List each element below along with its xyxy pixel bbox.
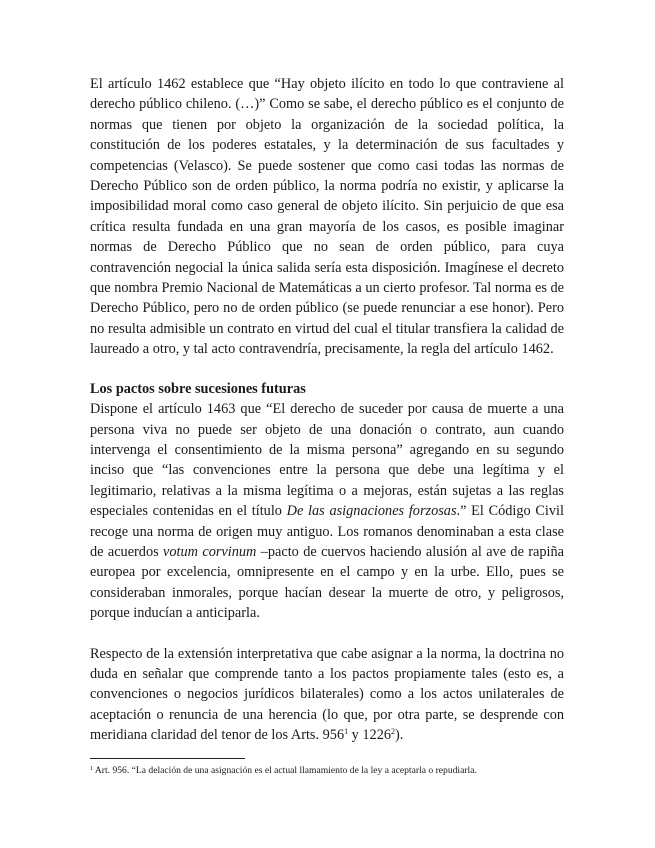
footnote-text: Art. 956. “La delación de una asignación es el actual llamamiento de la ley a aceptarla o repudiarla. [93,764,477,776]
footnote-1 [90,764,564,777]
paragraph-interpretation [90,644,564,746]
paragraph-text: Respecto de la extensión interpretativa que cabe asignar a la norma, la doctrina no duda en señalar que comprende tanto a los pactos propiamente tales (esto es, a convenciones o negocios jurídicos bilaterales) como a los actos unilaterales de aceptación o renuncia de una herencia (lo que, por otra parte, se desprende con meridiana claridad del tenor de los Arts. 956 [90,645,564,744]
paragraph-text: y 1226 [348,727,391,744]
paragraph-text: –pacto de cuervos haciendo alusión al ave de rapiña europea por excelencia, omnipresente en el campo y en la urbe. Ello, pues se consideraban inmorales, porque hacían desear la muerte de otro, y peligrosos, porque inducían a anticiparla. [90,543,565,622]
footnote-marker: 1 [90,765,93,772]
paragraph-text: Dispone el artículo 1463 que “El derecho de suceder por causa de muerte a una persona viva no puede ser objeto de una donación o contrato, aun cuando intervenga el consentimiento de la misma persona” agregando en su segundo inciso que “las convenciones entre la persona que debe una legítima y el legitimario, relativas a la misma legítima o a mejoras, están sujetas a las reglas especiales contenidas en el título [90,401,564,520]
italic-title: De las asignaciones forzosas [286,503,457,520]
paragraph-text: ). [394,727,404,744]
paragraph-text: .” El Código Civil recoge una norma de origen muy antiguo. Los romanos denominaban a esta clase de acuerdos [90,503,564,560]
footnote-ref-2: 2 [390,727,395,737]
footnote-divider [90,758,245,759]
paragraph-article-1463 [90,399,564,623]
section-heading: Los pactos sobre sucesiones futuras [90,380,306,397]
document-page [90,74,564,777]
italic-term: votum corvinum [163,543,257,560]
footnote-ref-1: 1 [344,727,349,737]
paragraph-article-1462: El artículo 1462 establece que “Hay objeto ilícito en todo lo que contraviene al derecho público chileno. (…)” Como se sabe, el derecho público es el conjunto de normas que tienen por objeto la organización de la sociedad política, la constitución de los poderes estatales, y la determinación de sus facultades y competencias (Velasco). Se puede sostener que como casi todas las normas de Derecho Público son de orden público, la norma podría no existir, y aplicarse la imposibilidad moral como caso general de objeto ilícito. Sin perjuicio de que esa crítica resulta fundada en una gran mayoría de los casos, es posible imaginar normas de Derecho Público que no sean de orden público, para cuya contravención negocial la única salida sería esta disposición. Imagínese el decreto que nombra Premio Nacional de Matemáticas a un cierto profesor. Tal norma es de Derecho Público, pero no de orden público (se puede renunciar a ese honor). Pero no resulta admisible un contrato en virtud del cual el titular transfiera la calidad de laureado a otro, y tal acto contravendría, precisamente, la regla del artículo 1462. [90,76,564,358]
